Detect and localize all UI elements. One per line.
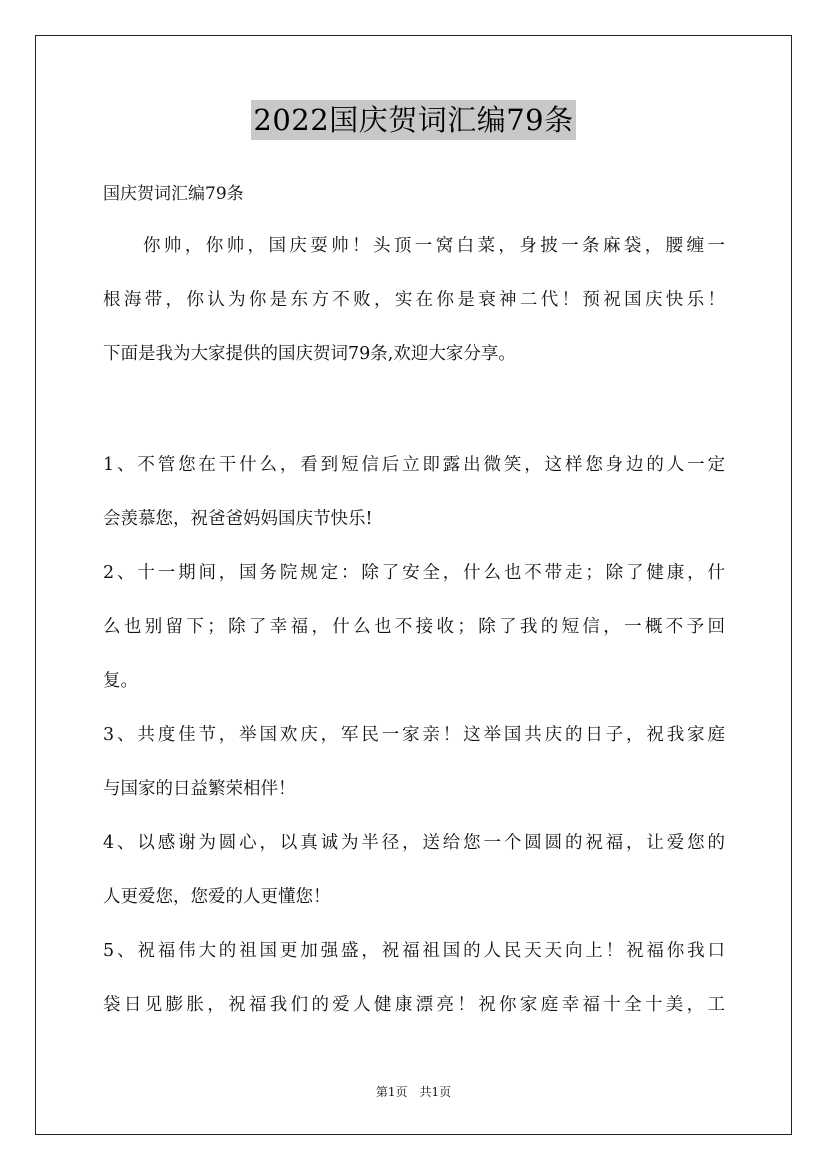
paragraph-line: 你帅，你帅，国庆耍帅！头顶一窝白菜，身披一条麻袋，腰缠一: [143, 236, 725, 256]
paragraph-line: 会羡慕您，祝爸爸妈妈国庆节快乐!: [103, 509, 373, 529]
paragraph-line: 1、不管您在干什么，看到短信后立即露出微笑，这样您身边的人一定: [103, 455, 725, 475]
paragraph-line: 4、以感谢为圆心，以真诚为半径，送给您一个圆圆的祝福，让爱您的: [103, 833, 725, 853]
paragraph-line: 人更爱您，您爱的人更懂您！: [103, 887, 331, 907]
title-container: [0, 100, 827, 140]
paragraph-line: 下面是我为大家提供的国庆贺词79条,欢迎大家分享。: [103, 344, 516, 364]
paragraph-line: 2、十一期间，国务院规定：除了安全，什么也不带走；除了健康，什: [103, 563, 725, 583]
paragraph-line: 与国家的日益繁荣相伴！: [103, 779, 296, 799]
paragraph-line: 么也别留下；除了幸福，什么也不接收；除了我的短信，一概不予回: [103, 617, 725, 637]
paragraph-line: 根海带，你认为你是东方不败，实在你是衰神二代！预祝国庆快乐！: [103, 290, 725, 310]
paragraph-line: 5、祝福伟大的祖国更加强盛，祝福祖国的人民天天向上！祝福你我口: [103, 941, 725, 961]
paragraph-line: 复。: [103, 671, 138, 691]
document-subtitle: 国庆贺词汇编79条: [103, 184, 244, 204]
document-title: 2022国庆贺词汇编79条: [251, 100, 575, 140]
paragraph-line: 袋日见膨胀，祝福我们的爱人健康漂亮！祝你家庭幸福十全十美，工: [103, 995, 725, 1015]
page-number-footer: 第1页 共1页: [375, 1085, 452, 1099]
paragraph-line: 3、共度佳节，举国欢庆，军民一家亲！这举国共庆的日子，祝我家庭: [103, 725, 725, 745]
